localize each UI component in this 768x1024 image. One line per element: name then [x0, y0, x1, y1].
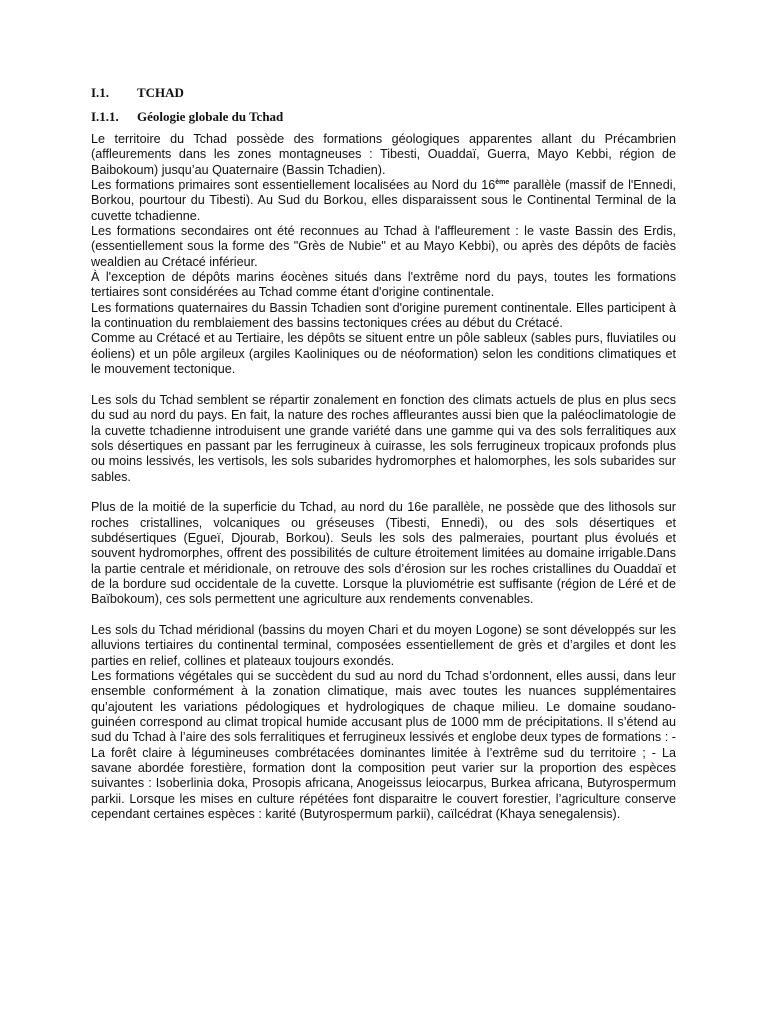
paragraph-geology-overview: Le territoire du Tchad possède des formations géologiques apparentes allant du Précambrien (affleurements dans les zones montagneuses : Tibesti, Ouaddaï, Guerra, Mayo Kebbi, région de Baibokoum) jusqu’au Quaternaire (Bassin Tchadien).: [91, 132, 676, 177]
paragraph-deposits: Comme au Crétacé et au Tertiaire, les dépôts se situent entre un pôle sableux (sables purs, fluviatiles ou éoliens) et un pôle argileux (argiles Kaoliniques ou de néoformation) selon les conditions climatiques et le mouvement tectonique.: [91, 331, 676, 377]
section-number: I.1.: [91, 85, 110, 100]
paragraph-soils-zonation: Les sols du Tchad semblent se répartir zonalement en fonction des climats actuels de plus en plus secs du sud au nord du pays. En fait, la nature des roches affleurantes aussi bien que la paléoclimatologie de la cuvette tchadienne introduisent une grande variété dans une gamme qui va des sols ferralitiques aux sols désertiques en passant par les ferrugineux à cuirasse, les sols ferrugineux tropicaux profonds plus ou moins lessivés, les vertisols, les sols subarides hydromorphes et halomorphes, les sols subarides sur sables.: [91, 392, 676, 484]
subsection-heading: [91, 109, 283, 125]
section-heading: [91, 85, 184, 101]
paragraph-text: parallèle (massif de l'Ennedi, Borkou, pourtour du Tibesti). Au Sud du Borkou, elles disparaissent sous le Continental Terminal de la cuvette tchadienne.: [91, 178, 676, 223]
paragraph-soils-north: Plus de la moitié de la superficie du Tchad, au nord du 16e parallèle, ne possède que des lithosols sur roches cristallines, volcaniques ou gréseuses (Tibesti, Ennedi), ou des sols désertiques et subdésertiques (Egueï, Djourab, Borkou). Seuls les sols des palmeraies, pourtant plus évolués et souvent hydromorphes, offrent des possibilités de culture étroitement limitées au domaine irrigable.Dans la partie centrale et méridionale, on retrouve des sols d’érosion sur les roches cristallines du Ouaddaï et de la bordure sud occidentale de la cuvette. Lorsque la pluviométrie est suffisante (région de Léré et de Baïbokoum), ces sols permettent une agriculture aux rendements convenables.: [91, 500, 676, 607]
paragraph-tertiary-formations: À l'exception de dépôts marins éocènes situés dans l'extrême nord du pays, toutes les formations tertiaires sont considérées au Tchad comme étant d'origine continentale.: [91, 270, 676, 300]
subsection-number: I.1.1.: [91, 109, 119, 124]
paragraph-primary-formations: [91, 178, 676, 224]
superscript: ème: [495, 179, 510, 187]
paragraph-soils-south: Les sols du Tchad méridional (bassins du moyen Chari et du moyen Logone) se sont développés sur les alluvions tertiaires du continental terminal, composées essentiellement de grès et d’argiles et dont les parties en relief, collines et plateaux toujours exondés.: [91, 623, 676, 668]
subsection-title: Géologie globale du Tchad: [137, 109, 284, 124]
section-title: TCHAD: [137, 85, 184, 100]
paragraph-vegetation: Les formations végétales qui se succèdent du sud au nord du Tchad s’ordonnent, elles aussi, dans leur ensemble conformément à la zonation climatique, mais avec toutes les nuances supplémentaires qu’ajoutent les variations pédologiques et hydrologiques de chaque milieu. Le domaine soudano-guinéen correspond au climat tropical humide accusant plus de 1000 mm de précipitations. Il s’étend au sud du Tchad à l’aire des sols ferralitiques et ferrugineux lessivés et englobe deux types de formations : - La forêt claire à légumineuses combrétacées dominantes limitée à l’extrême sud du territoire ; - La savane abordée forestière, formation dont la composition peut varier sur la proportion des espèces suivantes : Isoberlinia doka, Prosopis africana, Anogeissus leiocarpus, Burkea africana, Butyrospermum parkii. Lorsque les mises en culture répétées font disparaitre le couvert forestier, l’agriculture conserve cependant certaines espèces : karité (Butyrospermum parkii), caïlcédrat (Khaya senegalensis).: [91, 669, 676, 822]
paragraph-quaternary-formations: Les formations quaternaires du Bassin Tchadien sont d'origine purement continentale. Elles participent à la continuation du remblaiement des bassins tectoniques crées au début du Crétacé.: [91, 300, 676, 331]
paragraph-text: Les formations primaires sont essentiellement localisées au Nord du 16: [91, 178, 496, 193]
document-body: [91, 132, 676, 822]
paragraph-secondary-formations: Les formations secondaires ont été reconnues au Tchad à l'affleurement : le vaste Bassin des Erdis, (essentiellement sous la forme des "Grès de Nubie" et au Mayo Kebbi), ou après des dépôts de faciès wealdien au Crétacé inférieur.: [91, 224, 676, 269]
